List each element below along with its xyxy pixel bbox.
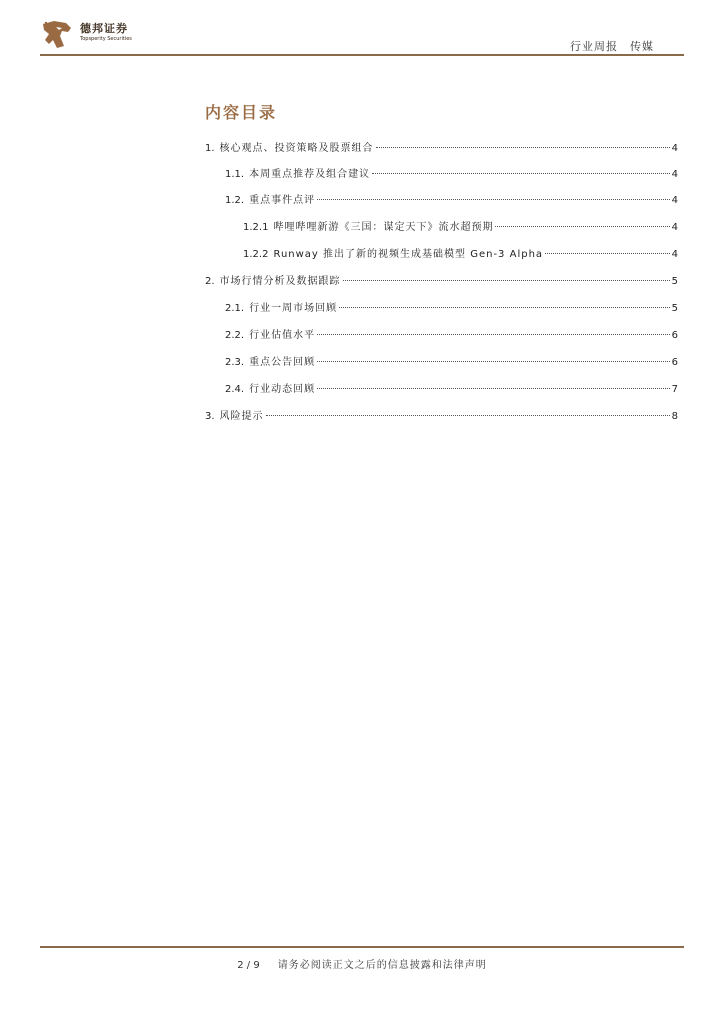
toc-entry[interactable] [225, 165, 678, 183]
toc-entry-title: 重点事件点评 [249, 195, 316, 206]
toc-leader [339, 307, 670, 308]
toc-entry-page: 6 [671, 330, 678, 341]
toc-entry-number: 1. [205, 143, 215, 154]
toc-leader [266, 415, 670, 416]
toc-entry-title: 风险提示 [219, 411, 264, 422]
toc-entry-number: 1.2.1 [243, 222, 269, 233]
page-number: 2 / 9 [237, 960, 260, 971]
toc-entry-title: Runway 推出了新的视频生成基础模型 Gen-3 Alpha [273, 249, 544, 260]
toc-entry-number: 2.1. [225, 303, 245, 314]
toc-entry-page: 8 [671, 411, 678, 422]
toc-entry-number: 2.4. [225, 384, 245, 395]
brand-name-en: Topsperity Securities [80, 36, 132, 42]
brand-logo [40, 18, 150, 50]
toc-leader [545, 253, 670, 254]
toc-entry[interactable] [225, 353, 678, 371]
toc-entry-page: 4 [671, 143, 678, 154]
legal-notice: 请务必阅读正文之后的信息披露和法律声明 [277, 960, 487, 971]
toc-entry[interactable] [243, 218, 678, 236]
toc-entry-number: 1.2.2 [243, 249, 269, 260]
toc-leader [495, 226, 669, 227]
toc-entry[interactable] [205, 272, 678, 290]
toc-entry-page: 4 [671, 169, 678, 180]
toc-entry-number: 2.3. [225, 357, 245, 368]
toc-entry[interactable] [243, 245, 678, 263]
toc-entry-page: 6 [671, 357, 678, 368]
report-sector: 传媒 [630, 40, 654, 53]
toc-entry-title: 本周重点推荐及组合建议 [249, 169, 371, 180]
toc-entry-number: 2.2. [225, 330, 245, 341]
toc-entry-title: 行业动态回顾 [249, 384, 316, 395]
header-divider [40, 54, 684, 56]
brand-logo-icon [40, 18, 74, 50]
toc-entry-number: 3. [205, 411, 215, 422]
toc-entry-page: 4 [671, 222, 678, 233]
report-category [570, 38, 654, 54]
toc-entry[interactable] [205, 139, 678, 157]
toc-entry[interactable] [225, 299, 678, 317]
toc-leader [372, 173, 670, 174]
toc-entry-page: 5 [671, 303, 678, 314]
page-footer [0, 956, 724, 971]
toc-entry-title: 重点公告回顾 [249, 357, 316, 368]
toc-entry-number: 2. [205, 276, 215, 287]
toc-entry-number: 1.1. [225, 169, 245, 180]
toc-entry-title: 行业一周市场回顾 [249, 303, 338, 314]
toc-leader [317, 388, 670, 389]
report-type: 行业周报 [570, 40, 618, 53]
toc-entry-title: 核心观点、投资策略及股票组合 [219, 143, 374, 154]
toc-entry-title: 市场行情分析及数据跟踪 [219, 276, 341, 287]
toc-leader [317, 334, 670, 335]
brand-name-cn: 德邦证券 [80, 22, 128, 35]
toc-entry-page: 4 [671, 249, 678, 260]
toc-leader [343, 280, 670, 281]
toc-leader [376, 147, 670, 148]
toc-entry-page: 4 [671, 195, 678, 206]
toc-entry[interactable] [225, 380, 678, 398]
toc-entry-title: 行业估值水平 [249, 330, 316, 341]
toc-entry-number: 1.2. [225, 195, 245, 206]
footer-divider [40, 946, 684, 948]
toc-title: 内容目录 [205, 103, 278, 122]
toc-entry[interactable] [225, 326, 678, 344]
toc-entry-page: 7 [671, 384, 678, 395]
toc-entry[interactable] [225, 191, 678, 209]
toc-entry[interactable] [205, 407, 678, 425]
toc-entry-page: 5 [671, 276, 678, 287]
toc-leader [317, 199, 670, 200]
toc-entry-title: 哔哩哔哩新游《三国：谋定天下》流水超预期 [273, 222, 494, 233]
toc-leader [317, 361, 670, 362]
